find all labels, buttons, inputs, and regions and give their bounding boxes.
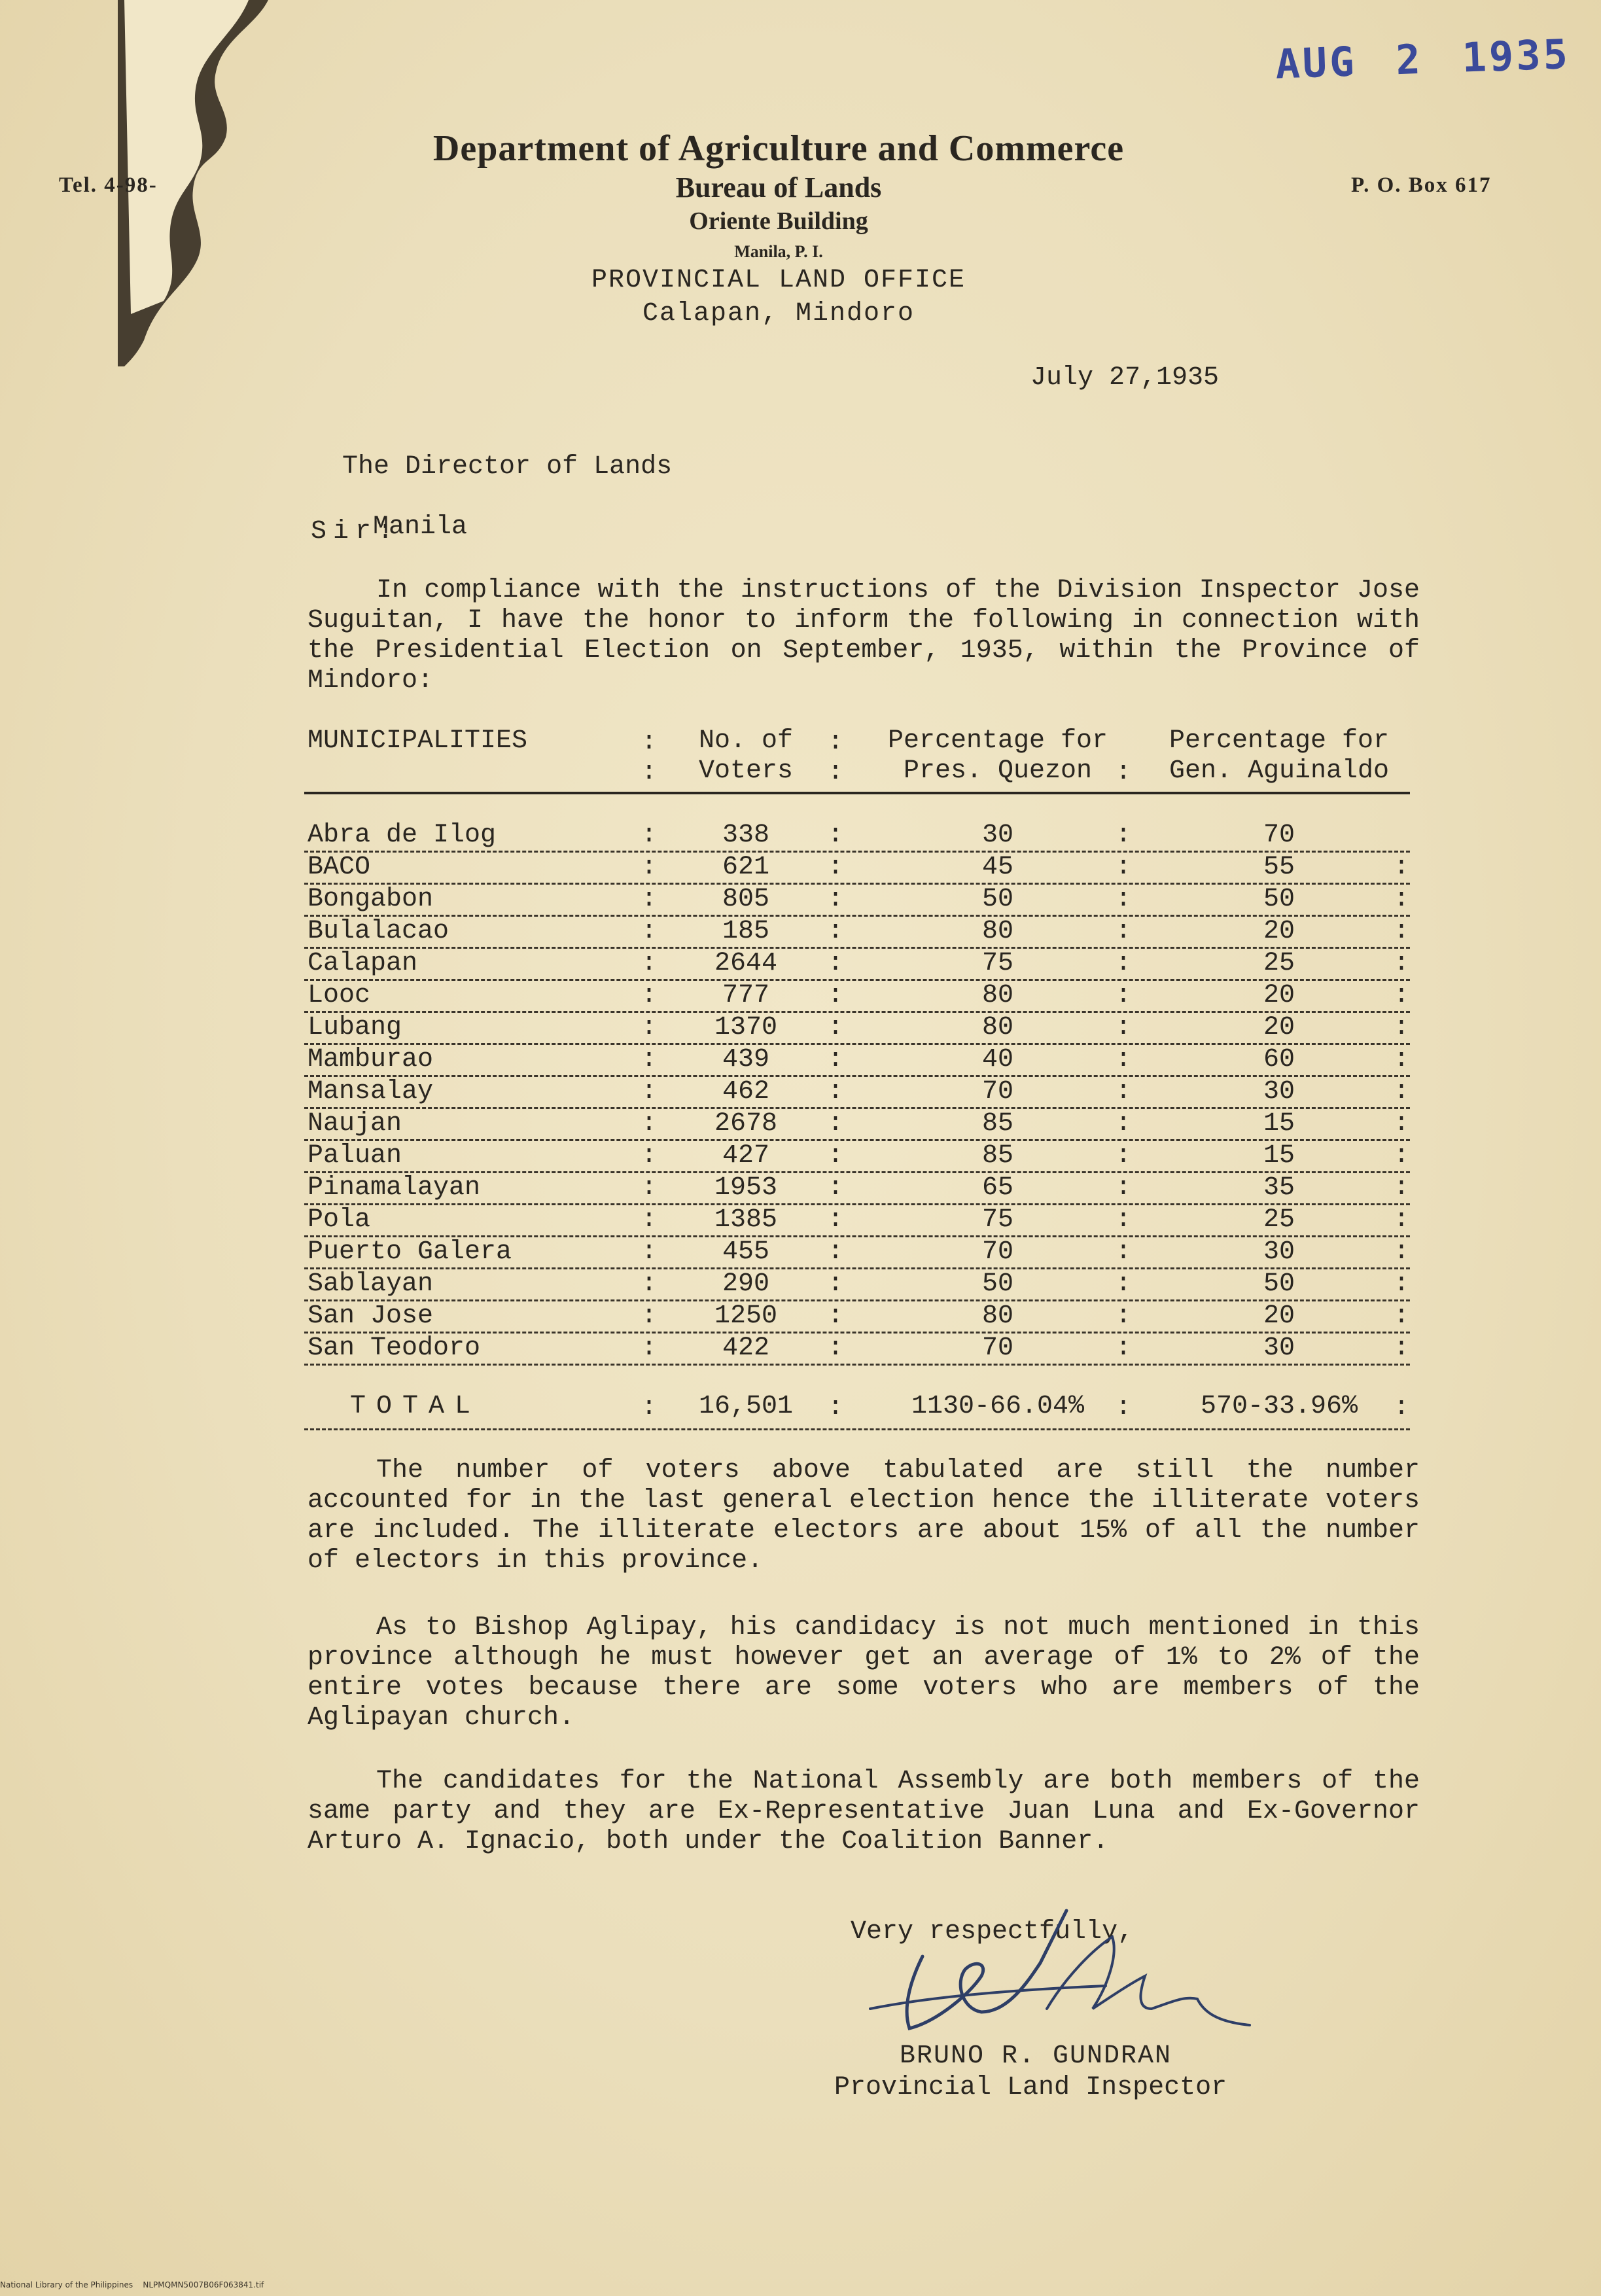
table-row [304,853,1410,885]
aguinaldo-percent: 50 [1263,1269,1295,1299]
quezon-percent: 80 [981,1013,1013,1042]
voters-count: 1370 [714,1013,777,1042]
quezon-percent: 75 [981,949,1013,978]
letterhead [353,128,1204,328]
column-separator: : [828,917,844,946]
header-voters-line1: No. of [698,726,794,756]
municipality-name: Puerto Galera [308,1237,512,1267]
voters-count: 1250 [714,1301,777,1331]
column-separator: : [1394,1045,1410,1074]
quezon-percent: 80 [981,1301,1013,1331]
column-separator: : [828,853,844,882]
department-name: Department of Agriculture and Commerce [432,128,1125,169]
aguinaldo-percent: 20 [1263,917,1295,946]
column-separator: : [641,917,658,946]
column-separator: : [1116,1237,1132,1267]
table-row [304,1269,1410,1301]
municipality-name: San Jose [308,1301,434,1331]
column-separator: : [828,1173,844,1203]
column-separator: : [1116,885,1132,914]
column-separator: : [1116,1393,1132,1422]
table-header [304,726,1410,794]
table-row [304,981,1410,1013]
aguinaldo-percent: 20 [1263,1301,1295,1331]
table-row [304,1013,1410,1045]
aguinaldo-percent: 25 [1263,1205,1295,1235]
aguinaldo-percent: 50 [1263,885,1295,914]
office-location: Calapan, Mindoro [642,299,915,328]
column-separator: : [1394,1237,1410,1267]
column-separator: : [1116,821,1132,850]
municipality-name: Pola [308,1205,371,1235]
voters-count: 422 [722,1333,769,1363]
stamp-year: 1935 [1461,29,1572,82]
closing: Very respectfully, [851,1917,1134,1947]
column-separator: : [828,1077,844,1106]
header-quezon [854,726,1142,786]
quezon-percent: 75 [981,1205,1013,1235]
aguinaldo-percent: 60 [1263,1045,1295,1074]
municipality-name: Pinamalayan [308,1173,481,1203]
quezon-percent: 45 [981,853,1013,882]
header-quezon-line1: Percentage for [887,726,1108,756]
column-separator: : [641,1013,658,1042]
column-separator: : [828,1141,844,1171]
table-row [304,1333,1410,1366]
header-municipalities: MUNICIPALITIES [308,726,528,756]
column-separator: : [1394,1013,1410,1042]
column-separator: : [641,1173,658,1203]
signer-name: BRUNO R. GUNDRAN [900,2041,1172,2071]
column-separator: : [828,981,844,1010]
voters-count: 462 [722,1077,769,1106]
table-row [304,1173,1410,1205]
total-aguinaldo: 570-33.96% [1200,1392,1358,1421]
column-separator: : [641,1269,658,1299]
column-separator: : [1394,1173,1410,1203]
column-separator: : [641,981,658,1010]
header-aguinaldo-line1: Percentage for [1169,726,1390,756]
aguinaldo-percent: 70 [1263,821,1295,850]
column-separator: : [1394,917,1410,946]
municipality-name: Bulalacao [308,917,449,946]
table-row [304,1237,1410,1269]
letter-date: July 27,1935 [1030,363,1220,393]
column-separator: : [641,885,658,914]
aguinaldo-percent: 20 [1263,981,1295,1010]
table-row [304,949,1410,981]
quezon-percent: 50 [981,1269,1013,1299]
table-total-row [304,1388,1410,1430]
column-separator: : [641,949,658,978]
stamp-month: AUG [1275,37,1358,88]
column-separator: : [828,1301,844,1331]
column-separator: : [828,1109,844,1139]
column-separator: : [1116,1301,1132,1331]
column-separator: : [1116,1045,1132,1074]
total-voters: 16,501 [698,1392,794,1421]
aguinaldo-percent: 55 [1263,853,1295,882]
voters-count: 338 [722,821,769,850]
municipality-name: Paluan [308,1141,402,1171]
table-row [304,917,1410,949]
column-separator: : [1116,1077,1132,1106]
salutation: Sir: [311,517,400,546]
column-separator: : [641,821,658,850]
column-separator: : [828,949,844,978]
voters-count: 777 [722,981,769,1010]
table-row [304,821,1410,853]
table-row [304,1109,1410,1141]
bureau-name: Bureau of Lands [675,171,882,203]
municipality-name: Mansalay [308,1077,434,1106]
voters-count: 185 [722,917,769,946]
header-aguinaldo [1148,726,1410,786]
signer-title: Provincial Land Inspector [834,2073,1227,2102]
header-aguinaldo-line2: Gen. Aguinaldo [1169,756,1390,786]
header-voters [674,726,818,786]
column-separator: : [641,1045,658,1074]
municipality-name: Naujan [308,1109,402,1139]
voters-count: 290 [722,1269,769,1299]
municipality-name: Calapan [308,949,418,978]
column-separator: : [641,1109,658,1139]
total-quezon: 1130-66.04% [911,1392,1085,1421]
table-row [304,1045,1410,1077]
telephone-number: Tel. 4-98- [59,173,158,197]
office-name: PROVINCIAL LAND OFFICE [591,266,966,295]
quezon-percent: 30 [981,821,1013,850]
column-separator: : [641,1077,658,1106]
voters-count: 2644 [714,949,777,978]
stamp-day: 2 [1395,35,1424,84]
column-separator: : [1116,1141,1132,1171]
column-separator: : [828,1333,844,1363]
column-separator: : [1394,1393,1410,1422]
table-row [304,1301,1410,1333]
quezon-percent: 80 [981,917,1013,946]
column-separator: : [641,1141,658,1171]
table-row [304,1141,1410,1173]
column-separator: : [1116,758,1132,787]
column-separator: : [828,1393,844,1422]
column-separator: : [1116,1333,1132,1363]
column-separator: : [1116,981,1132,1010]
aguinaldo-percent: 30 [1263,1077,1295,1106]
aguinaldo-percent: 20 [1263,1013,1295,1042]
aguinaldo-percent: 15 [1263,1141,1295,1171]
column-separator: : [641,1333,658,1363]
municipality-name: Mamburao [308,1045,434,1074]
quezon-percent: 85 [981,1109,1013,1139]
aguinaldo-percent: 35 [1263,1173,1295,1203]
column-separator: : [828,1045,844,1074]
column-separator: : [1116,949,1132,978]
archive-footer: National Library of the Philippines NLPMQMN5007B06F063841.tif [0,2280,264,2289]
municipality-name: Looc [308,981,371,1010]
column-separator: : [1394,1109,1410,1139]
column-separator: : [1116,1269,1132,1299]
recipient-title: The Director of Lands [342,452,673,482]
aguinaldo-percent: 30 [1263,1237,1295,1267]
voters-count: 455 [722,1237,769,1267]
total-label: TOTAL [350,1392,482,1421]
column-separator: : [828,885,844,914]
voters-count: 2678 [714,1109,777,1139]
voters-count: 1385 [714,1205,777,1235]
table-row [304,1205,1410,1237]
quezon-percent: 85 [981,1141,1013,1171]
voters-count: 439 [722,1045,769,1074]
table-body [304,821,1410,1366]
column-separator: : [1116,1109,1132,1139]
building-name: Oriente Building [689,207,868,235]
column-separator: : [1394,981,1410,1010]
column-separator: : [1116,917,1132,946]
column-separator: : [1116,1205,1132,1235]
column-separator: : [828,1269,844,1299]
recipient-block [311,422,672,573]
column-separator: : [1116,1013,1132,1042]
column-separator: : [1394,853,1410,882]
paragraph-assembly: The candidates for the National Assembly are both members of the same party and they are Ex-Representative Juan Luna and Ex-Governor Arturo A. Ignacio, both under the Coalition Banner. [308,1767,1420,1856]
column-separator: : [641,758,658,787]
column-separator: : [828,1205,844,1235]
municipality-name: BACO [308,853,371,882]
column-separator: : [1394,1077,1410,1106]
po-box: P. O. Box 617 [1351,173,1492,197]
municipality-name: Abra de Ilog [308,821,497,850]
column-separator: : [828,1237,844,1267]
column-separator: : [1394,949,1410,978]
column-separator: : [1394,1333,1410,1363]
quezon-percent: 80 [981,981,1013,1010]
column-separator: : [1394,1141,1410,1171]
voters-count: 427 [722,1141,769,1171]
election-table [304,726,1410,1430]
letterhead-city: Manila, P. I. [734,242,823,261]
paragraph-voters-note: The number of voters above tabulated are still the number accounted for in the last general election hence the illiterate voters are included. The illiterate electors are about 15% of all the number of electors in this province. [308,1456,1420,1576]
quezon-percent: 65 [981,1173,1013,1203]
column-separator: : [641,853,658,882]
voters-count: 805 [722,885,769,914]
column-separator: : [641,728,658,757]
header-quezon-line2: Pres. Quezon [903,756,1093,786]
voters-count: 1953 [714,1173,777,1203]
column-separator: : [641,1301,658,1331]
table-row [304,885,1410,917]
quezon-percent: 40 [981,1045,1013,1074]
quezon-percent: 70 [981,1333,1013,1363]
voters-count: 621 [722,853,769,882]
municipality-name: Bongabon [308,885,434,914]
municipality-name: San Teodoro [308,1333,481,1363]
column-separator: : [641,1205,658,1235]
paragraph-aglipay: As to Bishop Aglipay, his candidacy is not much mentioned in this province although he must however get an average of 1% to 2% of the entire votes because there are some voters who are members of the Aglipayan church. [308,1613,1420,1733]
column-separator: : [828,758,844,787]
column-separator: : [641,1237,658,1267]
table-row [304,1077,1410,1109]
aguinaldo-percent: 30 [1263,1333,1295,1363]
municipality-name: Sablayan [308,1269,434,1299]
quezon-percent: 70 [981,1237,1013,1267]
column-separator: : [1394,1205,1410,1235]
column-separator: : [828,821,844,850]
column-separator: : [1116,853,1132,882]
quezon-percent: 50 [981,885,1013,914]
aguinaldo-percent: 25 [1263,949,1295,978]
received-date-stamp [1275,29,1572,112]
column-separator: : [828,1013,844,1042]
column-separator: : [1116,1173,1132,1203]
municipality-name: Lubang [308,1013,402,1042]
column-separator: : [1394,1269,1410,1299]
paragraph-intro: In compliance with the instructions of the Division Inspector Jose Suguitan, I have the honor to inform the following in connection with the Presidential Election on September, 1935, within the Province of Mindoro: [308,576,1420,696]
recipient-city: Manila [373,512,468,542]
header-voters-line2: Voters [698,756,794,786]
column-separator: : [1394,885,1410,914]
column-separator: : [828,728,844,757]
quezon-percent: 70 [981,1077,1013,1106]
column-separator: : [1394,1301,1410,1331]
column-separator: : [641,1393,658,1422]
aguinaldo-percent: 15 [1263,1109,1295,1139]
